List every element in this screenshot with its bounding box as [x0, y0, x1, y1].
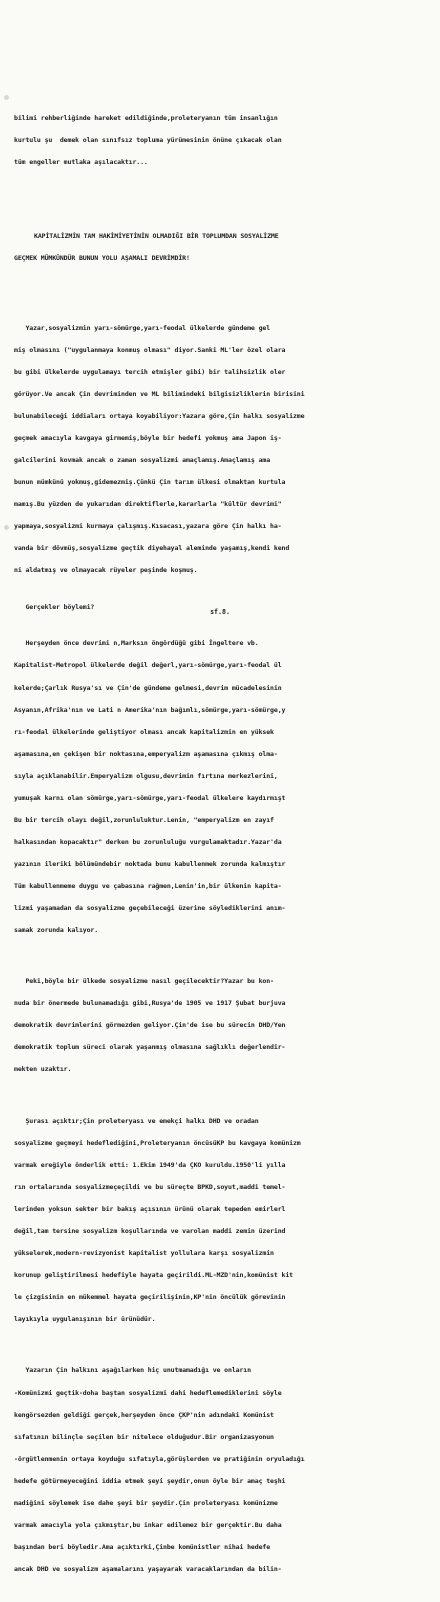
heading-line: KAPİTALİZMİN TAM HAKİMİYETİNİN OLMADIĞI BİR TOPLUMDAN SOSYALİZME [34, 231, 279, 240]
text-line: vanda bir dövmüş,sosyalizme geçtik diyehayal aleminde yaşamış,kendi kend [14, 543, 290, 552]
text-line: hedefe götürmeyeceğini iddia etmek şeyi şeydir,onun öyle bir amaç teşhi [14, 1476, 286, 1485]
text-line: sıyla açıklanabilir.Emperyalizm olgusu,devrimin fırtına merkezlerini, [14, 771, 278, 780]
page-number: sf.8. [210, 608, 230, 616]
paragraph [14, 310, 430, 589]
paragraph [14, 626, 430, 949]
text-line: aşamasına,en çekişen bir noktasına,emperyalizm aşamasına çıkmış olma- [14, 749, 278, 758]
paragraph [14, 1103, 430, 1338]
text-line: varmak amacıyla yola çıkmıştır,bu inkar edilemez bir gerçektir.Bu daha [14, 1520, 282, 1529]
text-line: geçmek amacıyla kavgaya girmemiş,böyle bir hedefi yokmuş ama Japon iş- [14, 433, 282, 442]
text-line: samak zorunda kalıyor. [14, 925, 99, 934]
text-line: kengörsezden geldiği gerçek,herşeyden önce ÇKP'nin adındaki Komünist [14, 1410, 274, 1419]
text-line: korunup geliştirilmesi hedefiyle hayata geçirildi.ML-MZD'nin,komünist kit [14, 1271, 293, 1279]
text-line: mekten uzaktır. [14, 1065, 72, 1074]
text-line: kelerde;Çarlık Rusya'sı ve Çin'de gündeme gelmesi,devrim mücadelesinin [14, 683, 282, 692]
intro-paragraph [14, 101, 430, 182]
paragraph [14, 964, 430, 1089]
text-line: değil,tam tersine sosyalizm koşullarında ve varolan maddi zemin üzerind [14, 1226, 286, 1235]
text-line: Asyanın,Afrika'nın ve Lati n Amerika'nın bağımlı,sömürge,yarı-sömürge,y [14, 705, 286, 714]
text-line: rı-feodal ülkelerinde geliştiyor olması ancak kapitalizmin en yüksek [14, 727, 274, 736]
text-line: ni aldatmış ve olmayacak rüyeler peşinde koşmuş. [14, 566, 198, 574]
punch-hole-mark [4, 95, 9, 100]
text-line: Yazar,sosyalizmin yarı-sömürge,yarı-feodal ülkelerde gündeme gel [14, 323, 271, 332]
text-line: lerinden yoksun sekter bir bakış açısının ürünü olarak tepeden emirlerl [14, 1204, 286, 1213]
heading-line: GEÇMEK MÜMKÜNDÜR BUNUN YOLU AŞAMALI DEVRİMDİR! [14, 253, 190, 262]
text-line: le çizgisinin en mükemmel hayata geçirilişinin,KP'nin öncülük görevinin [14, 1293, 286, 1302]
text-line: tüm engeller mutlaka aşılacaktır... [14, 158, 148, 167]
text-line: yapmaya,sosyalizmi kurmaya çalışmış.Kısacası,yazara göre Çin halkı ha- [14, 521, 282, 530]
section-heading [14, 218, 430, 277]
text-line: Yazarın Çin halkını aşağılarken hiç unutmamadığı ve onların [14, 1366, 251, 1375]
text-line: demokratik devrimlerini görmezden geliyor.Çin'de ise bu sürecin DHD/Yen [14, 1021, 286, 1030]
text-line: yazının ileriki bölümündebir noktada bunu kabullenmek zorunda kalmıştır [14, 859, 286, 868]
text-line: demokratik toplum süreci olarak yaşanmış olmasına sağlıklı değerlendir- [14, 1043, 286, 1052]
text-line: bunun mümkünü yokmuş,gidemezmiş.Çünkü Çin tarım ülkesi olmaktan kurtula [14, 477, 286, 486]
text-line: Kapitalist-Metropol ülkelerde değil değerl,yarı-sömürge,yarı-feodal ül [14, 661, 282, 670]
text-line: yumuşak karnı olan sömürge,yarı-sömürge,yarı-feodal ülkelere kaydırmışt [14, 793, 286, 802]
text-line: kurtulu şu demek olan sınıfsız topluma yürümesinin önüne çıkacak olan [14, 136, 282, 145]
text-line: nuda bir önermede bulunamadığı gibi,Rusya'de 1905 ve 1917 Şubat burjuva [14, 999, 286, 1008]
text-line: halkasından kopacaktır" derken bu zorunluluğu vurgulamaktadır.Yazar'da [14, 837, 282, 846]
text-line: Tüm kabullenmeme duygu ve çabasına rağmen,Lenin'in,bir ülkenin kapita- [14, 881, 282, 890]
text-line: lizmi yaşamadan da sosyalizme geçebileceği üzerine söylediklerini anım- [14, 903, 286, 912]
text-line: görüyor.Ve ancak Çin devriminden ve ML bilimindeki bilgisizliklerin birisini [14, 389, 305, 398]
text-line: bilimi rehberliğinde hareket edildiğinde,proleteryanın tüm insanlığın [14, 114, 278, 123]
text-line: yükselerek,modern-revizyonist kapitalist yollulara karşı sosyalizmin [14, 1248, 274, 1257]
text-line: varmak ereğiyle önderlik etti: 1.Ekim 1949'da ÇKO kuruldu.1950'li yılla [14, 1160, 286, 1169]
text-line: sosyalizme geçmeyi hedeflediğini,Proleteryanın öncüsüKP bu kavgaya komünizm [14, 1138, 301, 1147]
text-line: mamış.Bu yüzden de yukarıdan direktiflerle,kararlarla "kültür devrimi" [14, 499, 282, 508]
text-line: miş olmasını ("uygulanmaya konmuş olması" diyor.Sanki ML'ler özel olara [14, 345, 286, 354]
typewritten-text [14, 86, 430, 1602]
text-line: bulunabileceği iddiaları ortaya koyabiliyor:Yazara göre,Çin halkı sosyalizme [14, 411, 305, 420]
paragraph [14, 1353, 430, 1588]
text-line: sıfatının bilinçle seçilen bir nitelece olduğudur.Bir organizasyonun [14, 1432, 274, 1441]
text-line: bu gibi ülkelerde uygulamayı tercih etmişler gibi) bir talihsizlik oler [14, 367, 286, 376]
text-line: layıkıyla uygulanışının bir ürünüdür. [14, 1315, 156, 1324]
text-line: başından beri böyledir.Ama açıktırki,Çinbe komünistler nihai hedefe [14, 1542, 271, 1551]
text-line: ancak DHD ve sosyalizm aşamalarını yaşayarak varacaklarından da bilin- [14, 1564, 282, 1573]
text-line: galcilerini kovmak ancak o zaman sosyalizmi amaçlamış.Amaçlamış ama [14, 455, 271, 464]
text-line: Şurası açıktır;Çin proleteryası ve emekçi halkı DHD ve oradan [14, 1116, 259, 1125]
punch-hole-mark [4, 525, 9, 530]
text-line: -örgütlenmenin ortaya koyduğu sıfatıyla,görüşlerden ve pratiğinin oryuladığı [14, 1454, 305, 1463]
subheading: Gerçekler böylemi? [14, 602, 95, 611]
text-line: rın ortalarında sosyalizmeçeçildi ve bu süreçte BPKD,soyut,maddi temel- [14, 1182, 286, 1191]
text-line: madiğini söylemek ise dahe şeyi bir şeydir.Çin proleteryası komünizme [14, 1498, 278, 1507]
text-line: Herşeyden önce devrimi n,Marksın öngördüğü gibi İngeltere vb. [14, 639, 259, 648]
text-line: Peki,böyle bir ülkede sosyalizme nasıl geçilecektir?Yazar bu kon- [14, 977, 274, 986]
text-line: Bu bir tercih olayı değil,zorunluluktur.Lenin, "emperyalizm en zayıf [14, 815, 274, 824]
text-line: -Komünizmi geçtik-doha baştan sosyalizmi dahi hedeflemediklerini söyle [14, 1388, 282, 1397]
